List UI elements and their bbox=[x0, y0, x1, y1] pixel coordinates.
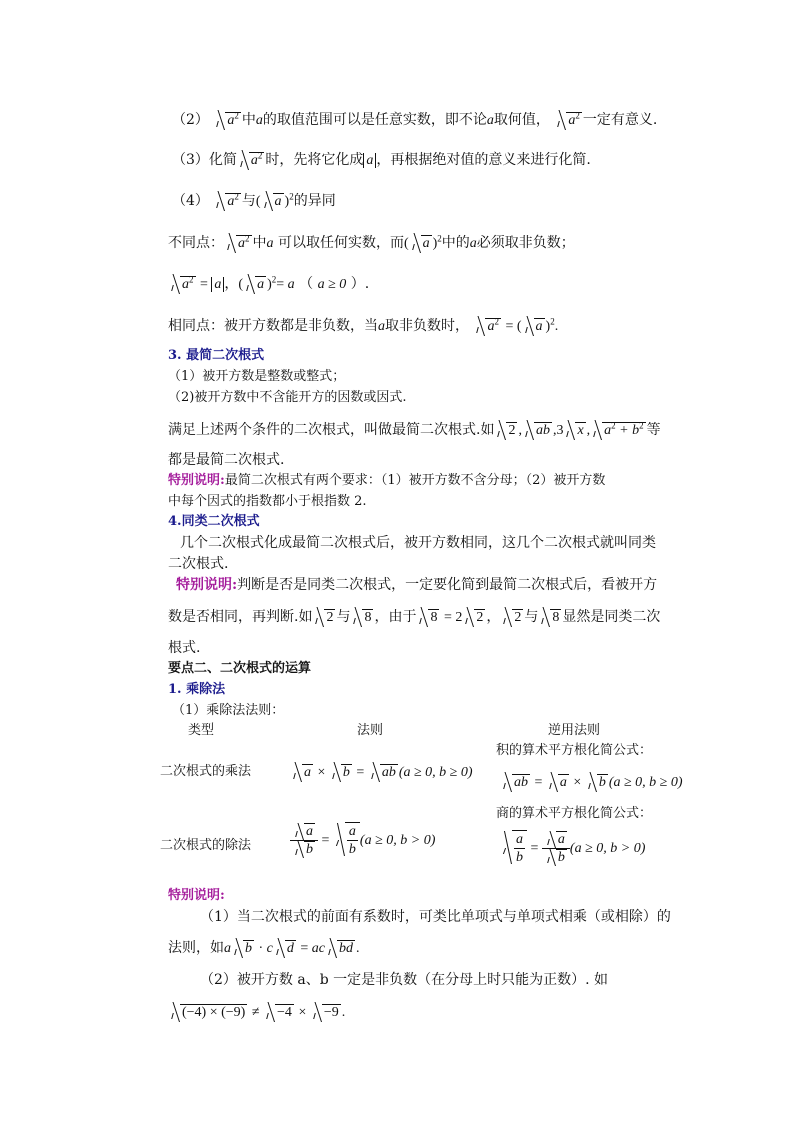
difference-formula: $a^2 = a$ ，( a )$^2$= a （ a ≥ 0 ）. bbox=[168, 274, 369, 295]
table-header-rule: 法则 bbox=[357, 723, 384, 738]
row-mul-inverse-title: 积的算术平方根化简公式： bbox=[496, 743, 653, 758]
sqrt-a2: $a^2$ bbox=[214, 110, 241, 130]
simplest-examples: 满足上述两个条件的二次根式，叫做最简二次根式.如 2 , ab ,3 x , $a^2 + b^2$ 等 bbox=[168, 420, 661, 438]
item-3: （3）化简 $a^2$ 时，先将它化成 a ，再根据绝对值的意义来进行化简. bbox=[172, 150, 591, 168]
special-note-3: 特别说明: bbox=[168, 888, 225, 903]
difference-line: 不同点： $a^2$ 中a 可以取任何实数，而( a )$^2$中的a必须取非负数； bbox=[168, 233, 575, 251]
table-header-inverse: 逆用法则 bbox=[548, 723, 601, 738]
item-4: （4） $a^2$ 与( a )$^2$的异同 bbox=[172, 191, 336, 209]
special-note-2: 特别说明:判断是否是同类二次根式，一定要化简到最简二次根式后，看被开方 bbox=[176, 577, 658, 593]
same-line: 相同点：被开方数都是非负数，当a取非负数时， $a^2$ = ( a )$^2$. bbox=[168, 316, 559, 334]
row-div-rule: $\frac{a}{b}$ = $\frac{a}{b}$ (a ≥ 0, b > 0) bbox=[290, 822, 435, 858]
row-mul-inverse: ab = a × b (a ≥ 0, b ≥ 0) bbox=[500, 772, 683, 793]
section-simplest-radical: 3. 最简二次根式 bbox=[168, 348, 265, 363]
key-point-two: 要点二、二次根式的运算 bbox=[168, 661, 312, 676]
table-header-type: 类型 bbox=[188, 723, 215, 738]
row-div-inverse-title: 商的算术平方根化简公式： bbox=[496, 806, 653, 821]
row-mul-rule: a × b = ab (a ≥ 0, b ≥ 0) bbox=[290, 762, 473, 783]
item-2: （2） $a^2$ 中a的取值范围可以是任意实数，即不论a取何值， $a^2$ 一定有意义. bbox=[172, 110, 658, 128]
section-like-radicals: 4.同类二次根式 bbox=[168, 514, 260, 529]
row-div-type: 二次根式的除法 bbox=[160, 838, 252, 853]
row-div-inverse: $\frac{a}{b}$ = $\frac{a}{b}$ (a ≥ 0, b > 0) bbox=[500, 830, 645, 866]
section-mul-div: 1. 乘除法 bbox=[168, 682, 226, 697]
row-mul-type: 二次根式的乘法 bbox=[160, 764, 252, 779]
special-note-1: 特别说明:最简二次根式有两个要求：（1）被开方数不含分母；（2）被开方数 bbox=[168, 473, 606, 488]
